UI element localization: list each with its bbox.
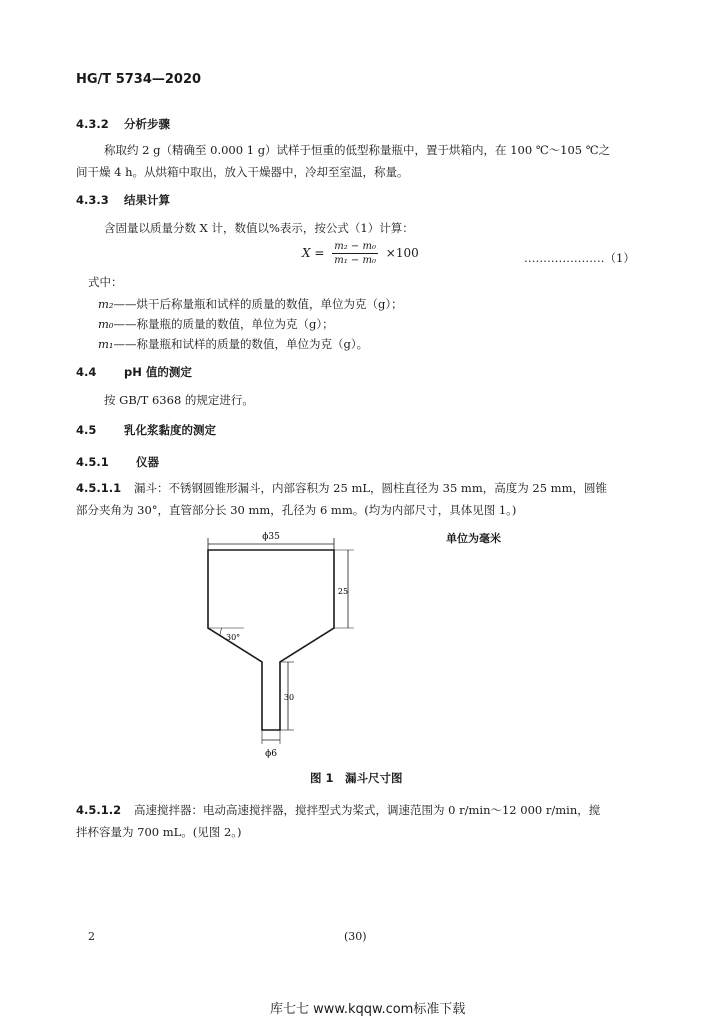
section-number: 4.5.1.1	[76, 481, 122, 495]
standard-number: HG/T 5734—2020	[76, 72, 202, 87]
where-label: 式中：	[88, 275, 123, 289]
paragraph-4-5-1-2	[76, 800, 600, 820]
section-number: 4.3.2	[76, 117, 109, 131]
site-watermark: 库七七 www.kqqw.com标准下载	[270, 1002, 466, 1017]
variable-symbol: m₁	[98, 337, 114, 351]
variable-description: ——称量瓶和试样的质量的数值，单位为克（g）。	[113, 337, 369, 351]
paragraph-line: 漏斗：不锈钢圆锥形漏斗，内部容积为 25 mL，圆柱直径为 35 mm，高度为 25 mm，圆锥	[134, 481, 607, 495]
paragraph-line: 含固量以质量分数 X 计，数值以%表示，按公式（1）计算：	[104, 221, 414, 235]
paragraph-line: 按 GB/T 6368 的规定进行。	[104, 393, 254, 407]
paragraph-4-5-1-1	[76, 478, 607, 498]
original-page-number: (30)	[344, 930, 367, 943]
page-number: 2	[88, 930, 95, 943]
unit-note: 单位为毫米	[446, 532, 501, 545]
paragraph-line: 间干燥 4 h。从烘箱中取出，放入干燥器中，冷却至室温，称量。	[76, 165, 409, 179]
formula-denominator: m₁ − m₀	[334, 255, 376, 266]
variable-m1	[98, 334, 368, 354]
section-number: 4.5	[76, 423, 97, 437]
section-4-3-3-heading	[76, 192, 170, 208]
variable-description: ——烘干后称量瓶和试样的质量的数值，单位为克（g）；	[113, 297, 403, 311]
section-number: 4.4	[76, 365, 97, 379]
paragraph-line: 高速搅拌器：电动高速搅拌器，搅拌型式为桨式，调速范围为 0 r/min～12 000 r/min，搅	[134, 803, 601, 817]
section-4-4-heading	[76, 364, 192, 380]
funnel-diagram	[190, 524, 370, 776]
section-title: 分析步骤	[124, 117, 171, 131]
figure-caption: 图 1 漏斗尺寸图	[310, 771, 403, 785]
formula-number: …………………（1）	[524, 251, 635, 265]
angle-arc	[220, 628, 222, 636]
section-title: 仪器	[136, 455, 160, 469]
variable-symbol: m₂	[98, 297, 114, 311]
dim-diameter-label: ϕ35	[262, 532, 280, 542]
variable-m2	[98, 294, 403, 314]
formula-numerator: m₂ − m₀	[334, 241, 376, 252]
dim-angle-label: 30°	[226, 633, 241, 642]
section-title: 乳化浆黏度的测定	[124, 423, 217, 437]
formula-fraction	[332, 240, 378, 267]
dim-height-label: 25	[337, 587, 349, 596]
section-4-3-2-heading	[76, 116, 170, 132]
paragraph-line: 部分夹角为 30°，直管部分长 30 mm，孔径为 6 mm。(均为内部尺寸，具体见图 1。)	[76, 503, 517, 517]
paragraph-line: 称取约 2 g（精确至 0.000 1 g）试样于恒重的低型称量瓶中，置于烘箱内，在 100 ℃～105 ℃之	[104, 143, 611, 157]
section-number: 4.5.1	[76, 455, 109, 469]
paragraph-line: 拌杯容量为 700 mL。(见图 2。)	[76, 825, 242, 839]
variable-m0	[98, 314, 334, 334]
section-title: 结果计算	[124, 193, 171, 207]
formula-lhs: X =	[302, 246, 325, 260]
section-number: 4.5.1.2	[76, 803, 122, 817]
section-title: pH 值的测定	[124, 365, 192, 379]
formula-rhs: ×100	[385, 246, 419, 260]
variable-description: ——称量瓶的质量的数值，单位为克（g）；	[113, 317, 334, 331]
formula-1	[302, 240, 419, 267]
variable-symbol: m₀	[98, 317, 114, 331]
section-number: 4.3.3	[76, 193, 109, 207]
section-4-5-1-heading	[76, 454, 159, 470]
section-4-5-heading	[76, 422, 216, 438]
dim-tube-label: 30	[283, 693, 295, 702]
dim-hole-label: ϕ6	[265, 749, 277, 759]
